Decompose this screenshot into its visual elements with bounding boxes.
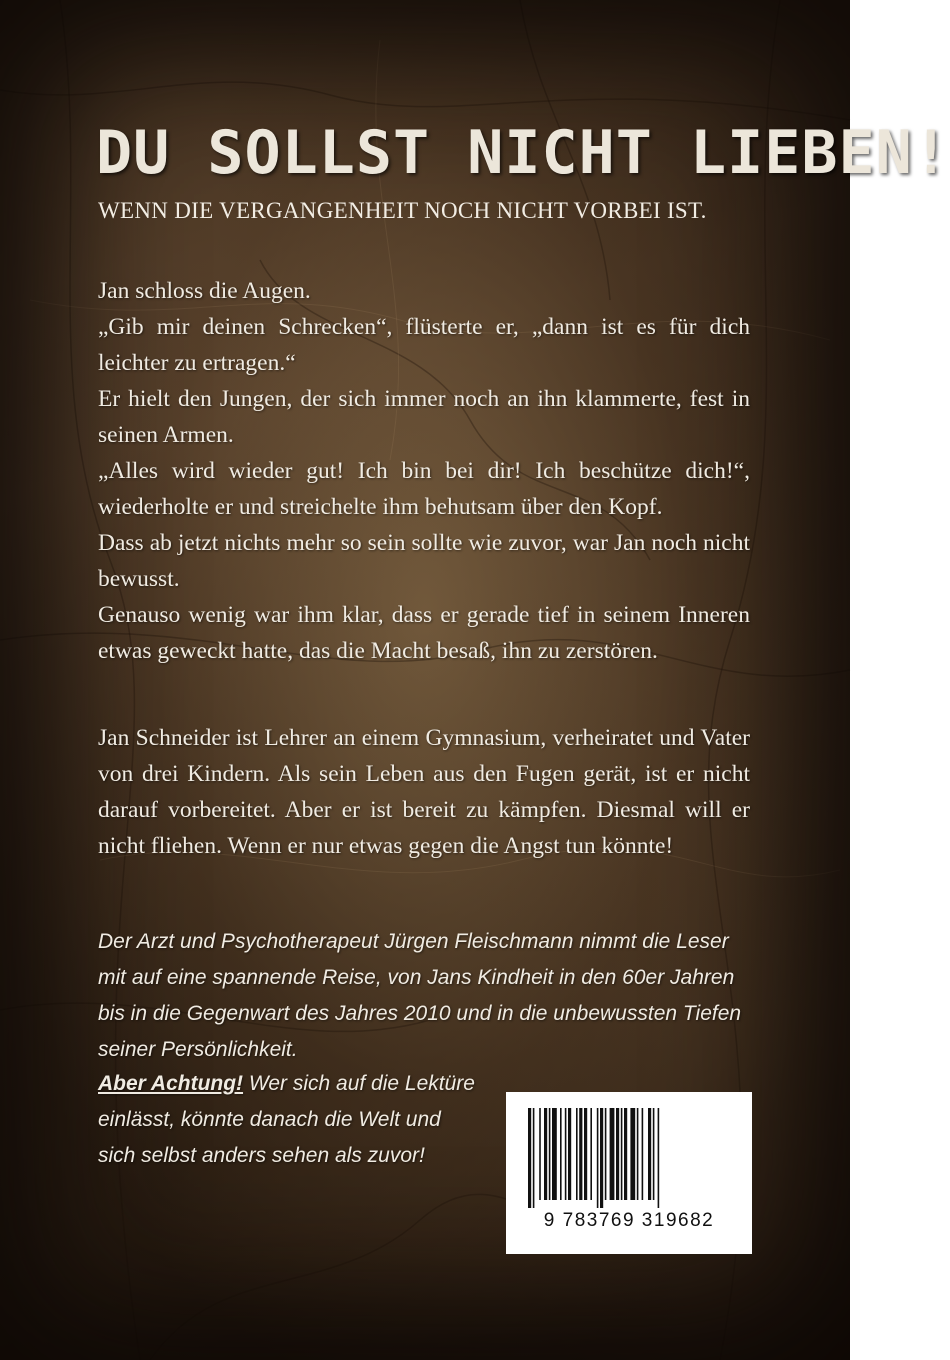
barcode-bars [528, 1108, 730, 1208]
barcode-bar [624, 1108, 627, 1200]
barcode-bar [579, 1108, 582, 1200]
barcode-bar [528, 1108, 531, 1208]
barcode-bar [637, 1108, 639, 1200]
barcode-bar [560, 1108, 562, 1200]
barcode-bar [630, 1108, 635, 1200]
barcode-bar [549, 1108, 551, 1200]
excerpt-paragraph: Jan schloss die Augen. [98, 278, 311, 304]
warning-text: Wer sich auf die Lektüre einlässt, könnte danach die Welt und sich selbst anders sehen als zuvor! [98, 1072, 475, 1167]
barcode-bar [568, 1108, 571, 1200]
barcode-bar [533, 1108, 535, 1208]
warning-label: Aber Achtung! [98, 1072, 244, 1095]
excerpt-paragraph: Dass ab jetzt nichts mehr so sein sollte wie zuvor, war Jan noch nicht bewusst. [98, 530, 750, 592]
isbn-number: 9 783769 319682 [543, 1210, 715, 1231]
barcode-bar [605, 1108, 607, 1200]
excerpt-paragraph: Genauso wenig war ihm klar, dass er gerade tief in seinem Inneren etwas geweckt hatte, das die Macht besaß, ihn zu zerstören. [98, 602, 750, 664]
excerpt-paragraph: „Gib mir deinen Schrecken“, flüsterte er, „dann ist es für dich leichter zu ertragen.“ [98, 314, 750, 376]
barcode-bar [642, 1108, 644, 1200]
isbn-barcode [506, 1092, 752, 1254]
barcode-bar [648, 1108, 651, 1200]
excerpt [98, 273, 750, 669]
barcode-bar [544, 1108, 547, 1200]
excerpt-paragraph: „Alles wird wieder gut! Ich bin bei dir! Ich beschütze dich!“, wiederholte er und streichelte ihm behutsam über den Kopf. [98, 458, 750, 520]
barcode-bar [590, 1108, 592, 1200]
barcode-bar [653, 1108, 655, 1200]
barcode-bar [539, 1108, 541, 1200]
barcode-bar [597, 1108, 599, 1208]
excerpt-paragraph: Er hielt den Jungen, der sich immer noch an ihn klammerte, fest in seinen Armen. [98, 386, 750, 448]
barcode-bar [621, 1108, 623, 1200]
barcode-bar [610, 1108, 615, 1200]
barcode-bar [552, 1108, 557, 1200]
book-blurb: Jan Schneider ist Lehrer an einem Gymnasium, verheiratet und Vater von drei Kindern. Als sein Leben aus den Fugen gerät, ist er nicht darauf vorbereitet. Aber er ist bereit zu kämpfen. Diesmal will er nicht fliehen. Wenn er nur etwas gegen die Angst tun könnte! [98, 725, 750, 859]
book-subtitle: WENN DIE VERGANGENHEIT NOCH NICHT VORBEI IST. [98, 198, 707, 223]
author-promo: Der Arzt und Psychotherapeut Jürgen Fleischmann nimmt die Leser mit auf eine spannende Reise, von Jans Kindheit in den 60er Jahren bis in die Gegenwart des Jahres 2010 und in die unbewussten Tiefen seiner Persönlichkeit. [98, 930, 742, 1061]
book-title: DU SOLLST NICHT LIEBEN! [96, 118, 950, 188]
barcode-bar [584, 1108, 587, 1200]
barcode-bar [576, 1108, 578, 1200]
reader-warning [98, 1066, 478, 1174]
barcode-bar [616, 1108, 619, 1200]
barcode-bar [565, 1108, 567, 1200]
barcode-bar [600, 1108, 603, 1208]
barcode-bar [658, 1108, 660, 1208]
